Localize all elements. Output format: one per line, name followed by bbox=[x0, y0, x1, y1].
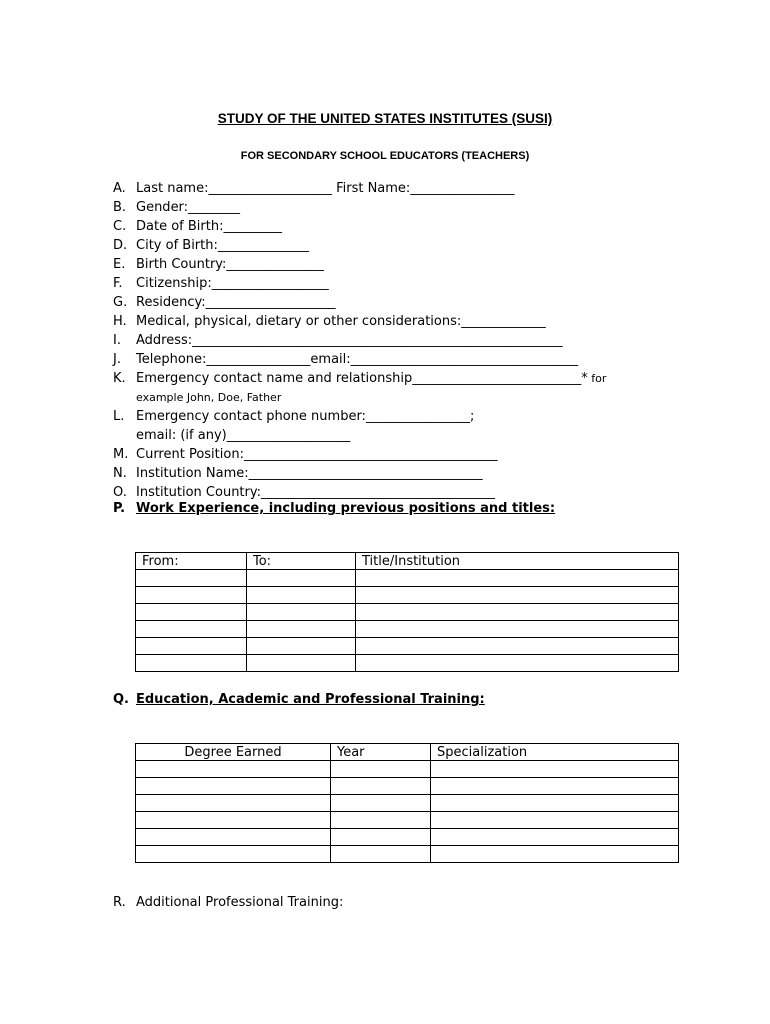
field-label: Emergency contact phone number:________________; bbox=[136, 409, 475, 424]
col-header-to: To: bbox=[247, 553, 356, 570]
table-cell[interactable] bbox=[247, 638, 356, 655]
field-letter: R. bbox=[113, 895, 126, 910]
table-cell[interactable] bbox=[431, 761, 679, 778]
field-label: Gender:________ bbox=[136, 200, 241, 215]
col-header-degree: Degree Earned bbox=[136, 744, 331, 761]
table-cell[interactable] bbox=[247, 655, 356, 672]
field-label: Additional Professional Training: bbox=[136, 895, 344, 910]
field-citizenship[interactable] bbox=[113, 274, 713, 293]
section-education bbox=[113, 692, 485, 707]
table-cell[interactable] bbox=[136, 846, 331, 863]
col-header-specialization: Specialization bbox=[431, 744, 679, 761]
field-letter: J. bbox=[113, 352, 121, 367]
table-cell[interactable] bbox=[356, 655, 679, 672]
field-current-position[interactable] bbox=[113, 445, 713, 464]
field-label: Telephone:________________email:___________________________________ bbox=[136, 352, 579, 367]
section-heading: Work Experience, including previous positions and titles: bbox=[136, 501, 556, 516]
table-row bbox=[136, 570, 679, 587]
table-cell[interactable] bbox=[247, 604, 356, 621]
field-letter: E. bbox=[113, 257, 126, 272]
table-cell[interactable] bbox=[136, 570, 247, 587]
table-row bbox=[136, 761, 679, 778]
table-cell[interactable] bbox=[431, 846, 679, 863]
field-emergency-phone[interactable] bbox=[113, 407, 713, 445]
field-institution-name[interactable] bbox=[113, 464, 713, 483]
field-label: Residency:____________________ bbox=[136, 295, 336, 310]
table-cell[interactable] bbox=[247, 570, 356, 587]
field-label: Birth Country:_______________ bbox=[136, 257, 324, 272]
field-gender[interactable] bbox=[113, 198, 713, 217]
table-cell[interactable] bbox=[356, 638, 679, 655]
field-label-wrap bbox=[136, 369, 713, 407]
table-row bbox=[136, 778, 679, 795]
table-cell[interactable] bbox=[331, 778, 431, 795]
table-cell[interactable] bbox=[247, 621, 356, 638]
field-letter: A. bbox=[113, 181, 126, 196]
field-letter: F. bbox=[113, 276, 123, 291]
work-experience-table bbox=[135, 552, 679, 672]
table-cell[interactable] bbox=[136, 812, 331, 829]
field-letter: M. bbox=[113, 447, 129, 462]
table-cell[interactable] bbox=[331, 829, 431, 846]
section-work-experience bbox=[113, 501, 555, 516]
table-cell[interactable] bbox=[356, 621, 679, 638]
table-cell[interactable] bbox=[136, 829, 331, 846]
table-header-row bbox=[136, 553, 679, 570]
field-additional-training[interactable] bbox=[113, 895, 343, 910]
field-letter: L. bbox=[113, 409, 125, 424]
field-label-wrap bbox=[136, 407, 713, 445]
field-telephone-email[interactable] bbox=[113, 350, 713, 369]
table-cell[interactable] bbox=[356, 570, 679, 587]
table-row bbox=[136, 604, 679, 621]
field-label: Address:_________________________________________________________ bbox=[136, 333, 563, 348]
field-letter: G. bbox=[113, 295, 128, 310]
table-cell[interactable] bbox=[136, 795, 331, 812]
field-label: Institution Name:____________________________________ bbox=[136, 466, 483, 481]
section-letter: P. bbox=[113, 501, 126, 516]
field-letter: O. bbox=[113, 485, 127, 500]
table-cell[interactable] bbox=[431, 829, 679, 846]
table-cell[interactable] bbox=[331, 846, 431, 863]
field-label: Emergency contact name and relationship__________________________* bbox=[136, 371, 588, 386]
col-header-from: From: bbox=[136, 553, 247, 570]
table-row bbox=[136, 846, 679, 863]
col-header-year: Year bbox=[331, 744, 431, 761]
field-date-of-birth[interactable] bbox=[113, 217, 713, 236]
table-cell[interactable] bbox=[331, 795, 431, 812]
field-letter: I. bbox=[113, 333, 121, 348]
field-label: Institution Country:____________________________________ bbox=[136, 485, 496, 500]
field-city-of-birth[interactable] bbox=[113, 236, 713, 255]
table-cell[interactable] bbox=[331, 761, 431, 778]
table-cell[interactable] bbox=[136, 778, 331, 795]
page-subtitle: FOR SECONDARY SCHOOL EDUCATORS (TEACHERS) bbox=[240, 150, 530, 162]
table-row bbox=[136, 812, 679, 829]
field-letter: N. bbox=[113, 466, 127, 481]
table-cell[interactable] bbox=[431, 795, 679, 812]
field-institution-country[interactable] bbox=[113, 483, 713, 502]
field-letter: B. bbox=[113, 200, 127, 215]
table-cell[interactable] bbox=[136, 621, 247, 638]
field-label: City of Birth:______________ bbox=[136, 238, 309, 253]
page-title: STUDY OF THE UNITED STATES INSTITUTES (SUSI) bbox=[217, 111, 553, 126]
table-cell[interactable] bbox=[431, 812, 679, 829]
field-label: Citizenship:__________________ bbox=[136, 276, 329, 291]
table-cell[interactable] bbox=[136, 638, 247, 655]
field-note-example: example John, Doe, Father bbox=[136, 391, 282, 404]
field-name[interactable] bbox=[113, 179, 713, 198]
table-row bbox=[136, 638, 679, 655]
table-cell[interactable] bbox=[356, 587, 679, 604]
field-label-email: email: (if any)___________________ bbox=[136, 428, 351, 443]
field-letter: K. bbox=[113, 371, 126, 386]
table-row bbox=[136, 621, 679, 638]
field-label: Date of Birth:_________ bbox=[136, 219, 282, 234]
table-row bbox=[136, 829, 679, 846]
form-fields bbox=[113, 179, 713, 502]
field-letter: H. bbox=[113, 314, 127, 329]
field-label: Current Position:_______________________________________ bbox=[136, 447, 498, 462]
field-label: Medical, physical, dietary or other considerations:_____________ bbox=[136, 314, 546, 329]
table-cell[interactable] bbox=[136, 655, 247, 672]
field-residency[interactable] bbox=[113, 293, 713, 312]
table-header-row bbox=[136, 744, 679, 761]
field-medical[interactable] bbox=[113, 312, 713, 331]
field-letter: D. bbox=[113, 238, 128, 253]
table-cell[interactable] bbox=[136, 761, 331, 778]
field-birth-country[interactable] bbox=[113, 255, 713, 274]
education-table bbox=[135, 743, 679, 863]
field-address[interactable] bbox=[113, 331, 713, 350]
table-row bbox=[136, 587, 679, 604]
col-header-title-institution: Title/Institution bbox=[356, 553, 679, 570]
table-cell[interactable] bbox=[431, 778, 679, 795]
field-note: for bbox=[587, 372, 607, 385]
table-cell[interactable] bbox=[136, 587, 247, 604]
table-row bbox=[136, 795, 679, 812]
table-cell[interactable] bbox=[136, 604, 247, 621]
section-letter: Q. bbox=[113, 692, 129, 707]
field-label: Last name:___________________ First Name:________________ bbox=[136, 181, 515, 196]
field-letter: C. bbox=[113, 219, 127, 234]
table-row bbox=[136, 655, 679, 672]
field-emergency-contact[interactable] bbox=[113, 369, 713, 407]
section-heading: Education, Academic and Professional Training: bbox=[136, 692, 485, 707]
table-cell[interactable] bbox=[331, 812, 431, 829]
table-cell[interactable] bbox=[247, 587, 356, 604]
table-cell[interactable] bbox=[356, 604, 679, 621]
